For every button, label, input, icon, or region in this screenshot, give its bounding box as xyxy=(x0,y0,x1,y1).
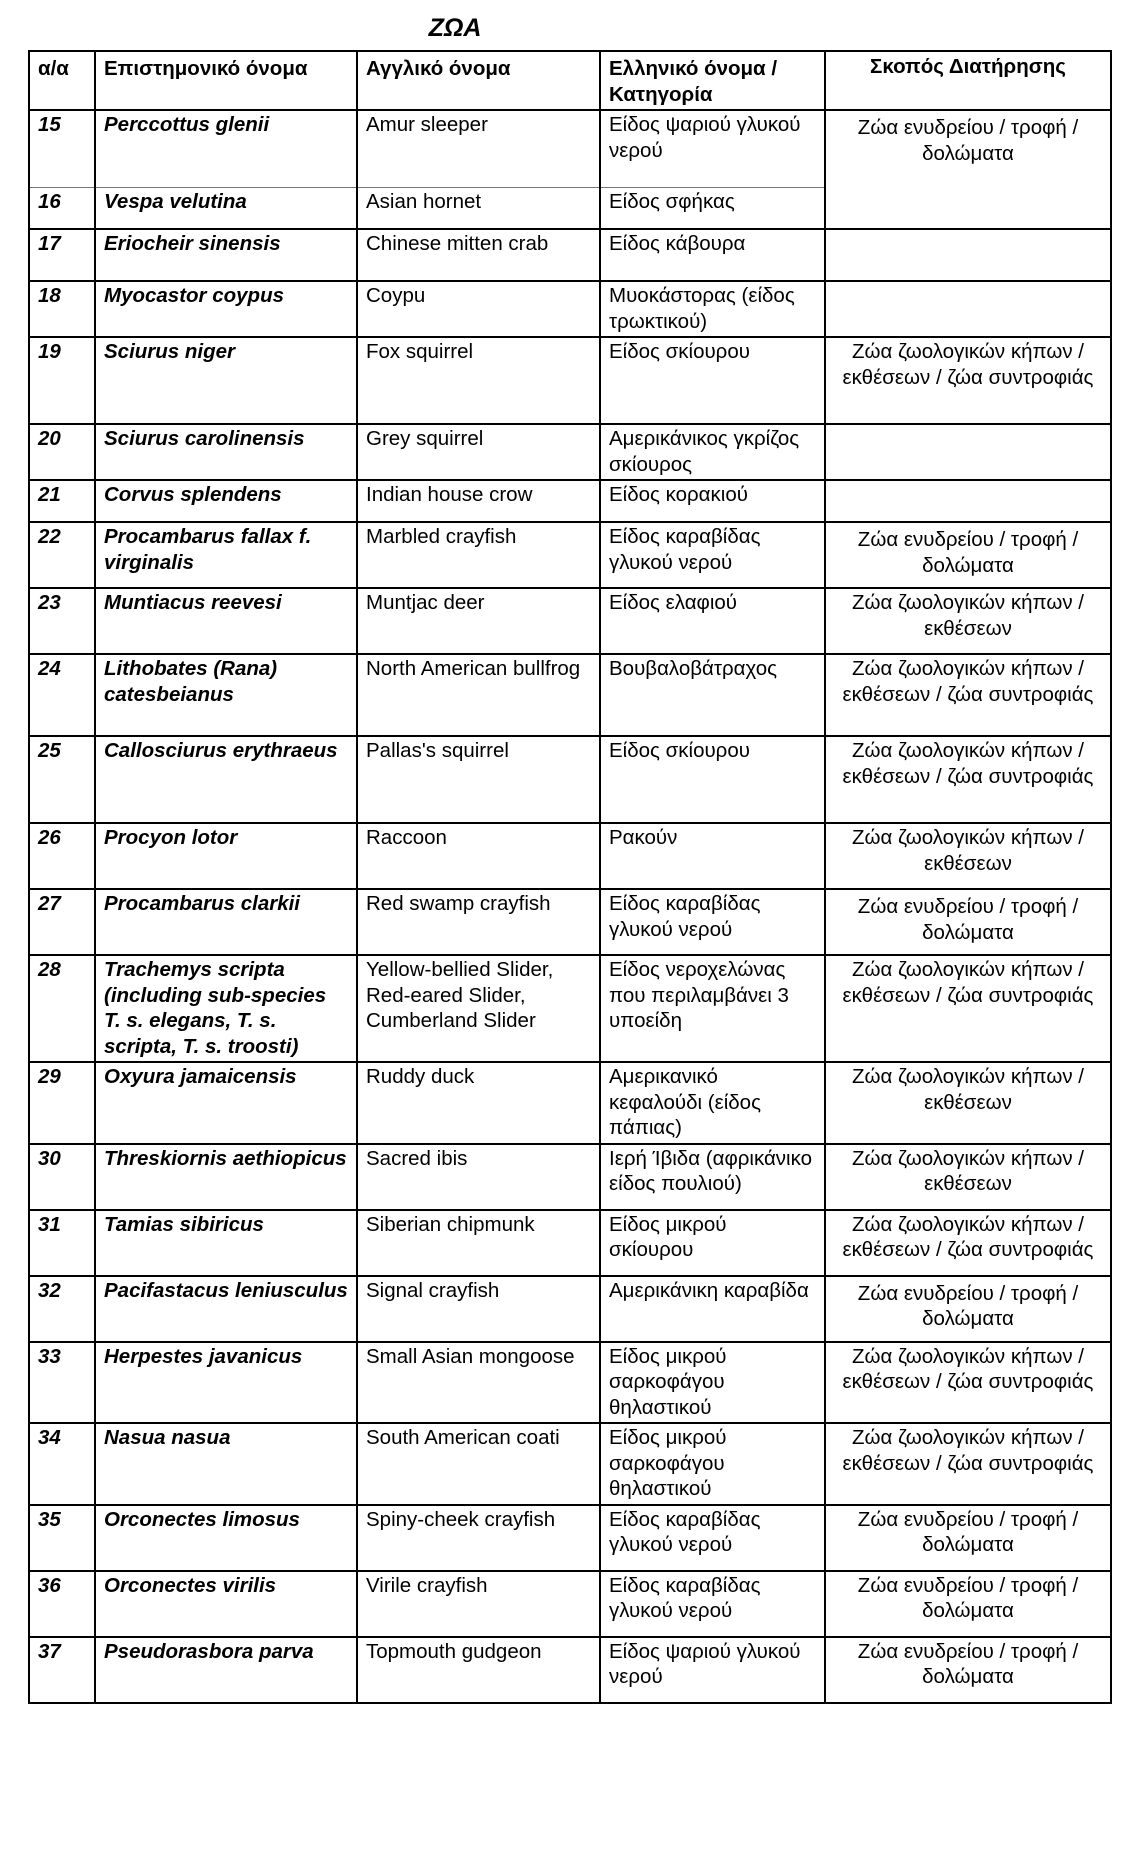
table-row xyxy=(29,424,1111,480)
greek-name: Είδος καραβίδας γλυκού νερού xyxy=(600,522,825,588)
table-row xyxy=(29,588,1111,654)
row-num: 19 xyxy=(29,337,95,424)
table-row xyxy=(29,1062,1111,1144)
table-header-row xyxy=(29,51,1111,110)
english-name: Amur sleeper xyxy=(357,110,600,187)
table-row xyxy=(29,823,1111,889)
table-row xyxy=(29,1144,1111,1210)
purpose: Ζώα ζωολογικών κήπων / εκθέσεων / ζώα συντροφιάς xyxy=(825,955,1111,1062)
greek-name: Είδος σφήκας xyxy=(600,187,825,229)
scientific-name: Vespa velutina xyxy=(95,187,357,229)
scientific-name: Trachemys scripta (including sub-species T. s. elegans, T. s. scripta, T. s. troosti) xyxy=(95,955,357,1062)
english-name: Virile crayfish xyxy=(357,1571,600,1637)
table-row xyxy=(29,889,1111,955)
purpose: Ζώα ενυδρείου / τροφή / δολώματα xyxy=(825,1571,1111,1637)
row-num: 34 xyxy=(29,1423,95,1505)
table-row xyxy=(29,654,1111,736)
scientific-name: Threskiornis aethiopicus xyxy=(95,1144,357,1210)
purpose xyxy=(825,281,1111,337)
purpose: Ζώα ζωολογικών κήπων / εκθέσεων / ζώα συντροφιάς xyxy=(825,736,1111,823)
row-num: 18 xyxy=(29,281,95,337)
header-scientific-name: Επιστημονικό όνομα xyxy=(95,51,357,110)
greek-name: Ρακούν xyxy=(600,823,825,889)
english-name: Yellow-bellied Slider, Red-eared Slider, Cumberland Slider xyxy=(357,955,600,1062)
species-table xyxy=(28,50,1112,1704)
english-name: Siberian chipmunk xyxy=(357,1210,600,1276)
scientific-name: Sciurus niger xyxy=(95,337,357,424)
table-row xyxy=(29,229,1111,281)
row-num: 36 xyxy=(29,1571,95,1637)
greek-name: Είδος ελαφιού xyxy=(600,588,825,654)
row-num: 20 xyxy=(29,424,95,480)
purpose: Ζώα ζωολογικών κήπων / εκθέσεων xyxy=(825,588,1111,654)
scientific-name: Callosciurus erythraeus xyxy=(95,736,357,823)
purpose: Ζώα ζωολογικών κήπων / εκθέσεων / ζώα συντροφιάς xyxy=(825,337,1111,424)
row-num: 27 xyxy=(29,889,95,955)
greek-name: Είδος καραβίδας γλυκού νερού xyxy=(600,889,825,955)
table-row xyxy=(29,337,1111,424)
english-name: Fox squirrel xyxy=(357,337,600,424)
page-title: ΖΩΑ xyxy=(428,14,482,42)
greek-name: Αμερικάνικος γκρίζος σκίουρος xyxy=(600,424,825,480)
row-num: 24 xyxy=(29,654,95,736)
english-name: Raccoon xyxy=(357,823,600,889)
table-row xyxy=(29,1637,1111,1703)
table-row xyxy=(29,1571,1111,1637)
purpose: Ζώα ενυδρείου / τροφή / δολώματα xyxy=(825,1505,1111,1571)
row-num: 22 xyxy=(29,522,95,588)
scientific-name: Nasua nasua xyxy=(95,1423,357,1505)
scientific-name: Tamias sibiricus xyxy=(95,1210,357,1276)
purpose: Ζώα ενυδρείου / τροφή / δολώματα xyxy=(825,522,1111,588)
scientific-name: Pseudorasbora parva xyxy=(95,1637,357,1703)
purpose: Ζώα ζωολογικών κήπων / εκθέσεων xyxy=(825,1144,1111,1210)
row-num: 31 xyxy=(29,1210,95,1276)
scientific-name: Perccottus glenii xyxy=(95,110,357,187)
purpose: Ζώα ζωολογικών κήπων / εκθέσεων / ζώα συντροφιάς xyxy=(825,1210,1111,1276)
greek-name: Είδος σκίουρου xyxy=(600,337,825,424)
english-name: Small Asian mongoose xyxy=(357,1342,600,1424)
greek-name: Ιερή Ίβιδα (αφρικάνικο είδος πουλιού) xyxy=(600,1144,825,1210)
table-row xyxy=(29,955,1111,1062)
purpose: Ζώα ζωολογικών κήπων / εκθέσεων / ζώα συντροφιάς xyxy=(825,1342,1111,1424)
scientific-name: Procambarus fallax f. virginalis xyxy=(95,522,357,588)
greek-name: Είδος νεροχελώνας που περιλαμβάνει 3 υποείδη xyxy=(600,955,825,1062)
english-name: Spiny-cheek crayfish xyxy=(357,1505,600,1571)
scientific-name: Oxyura jamaicensis xyxy=(95,1062,357,1144)
purpose: Ζώα ζωολογικών κήπων / εκθέσεων / ζώα συντροφιάς xyxy=(825,1423,1111,1505)
greek-name: Είδος καραβίδας γλυκού νερού xyxy=(600,1571,825,1637)
row-num: 33 xyxy=(29,1342,95,1424)
greek-name: Μυοκάστορας (είδος τρωκτικού) xyxy=(600,281,825,337)
english-name: South American coati xyxy=(357,1423,600,1505)
table-row xyxy=(29,1505,1111,1571)
row-num: 15 xyxy=(29,110,95,187)
scientific-name: Myocastor coypus xyxy=(95,281,357,337)
english-name: Red swamp crayfish xyxy=(357,889,600,955)
greek-name: Είδος κάβουρα xyxy=(600,229,825,281)
purpose: Ζώα ενυδρείου / τροφή / δολώματα xyxy=(825,110,1111,229)
table-row xyxy=(29,736,1111,823)
english-name: Coypu xyxy=(357,281,600,337)
scientific-name: Eriocheir sinensis xyxy=(95,229,357,281)
row-num: 28 xyxy=(29,955,95,1062)
scientific-name: Muntiacus reevesi xyxy=(95,588,357,654)
scientific-name: Orconectes limosus xyxy=(95,1505,357,1571)
row-num: 32 xyxy=(29,1276,95,1342)
greek-name: Αμερικανικό κεφαλούδι (είδος πάπιας) xyxy=(600,1062,825,1144)
scientific-name: Lithobates (Rana) catesbeianus xyxy=(95,654,357,736)
row-num: 35 xyxy=(29,1505,95,1571)
english-name: Chinese mitten crab xyxy=(357,229,600,281)
table-row xyxy=(29,1342,1111,1424)
row-num: 37 xyxy=(29,1637,95,1703)
table-row xyxy=(29,1210,1111,1276)
scientific-name: Corvus splendens xyxy=(95,480,357,522)
table-row xyxy=(29,281,1111,337)
purpose xyxy=(825,480,1111,522)
table-body xyxy=(29,110,1111,1703)
header-num: α/α xyxy=(29,51,95,110)
greek-name: Είδος μικρού σκίουρου xyxy=(600,1210,825,1276)
scientific-name: Herpestes javanicus xyxy=(95,1342,357,1424)
row-num: 26 xyxy=(29,823,95,889)
scientific-name: Pacifastacus leniusculus xyxy=(95,1276,357,1342)
english-name: Sacred ibis xyxy=(357,1144,600,1210)
row-num: 16 xyxy=(29,187,95,229)
greek-name: Αμερικάνικη καραβίδα xyxy=(600,1276,825,1342)
purpose xyxy=(825,229,1111,281)
purpose: Ζώα ζωολογικών κήπων / εκθέσεων / ζώα συντροφιάς xyxy=(825,654,1111,736)
greek-name: Είδος ψαριού γλυκού νερού xyxy=(600,1637,825,1703)
greek-name: Βουβαλοβάτραχος xyxy=(600,654,825,736)
greek-name: Είδος ψαριού γλυκού νερού xyxy=(600,110,825,187)
english-name: Marbled crayfish xyxy=(357,522,600,588)
english-name: Ruddy duck xyxy=(357,1062,600,1144)
table-row xyxy=(29,110,1111,187)
table-row xyxy=(29,522,1111,588)
scientific-name: Procambarus clarkii xyxy=(95,889,357,955)
row-num: 17 xyxy=(29,229,95,281)
table-row xyxy=(29,1423,1111,1505)
purpose xyxy=(825,424,1111,480)
row-num: 29 xyxy=(29,1062,95,1144)
greek-name: Είδος καραβίδας γλυκού νερού xyxy=(600,1505,825,1571)
english-name: Pallas's squirrel xyxy=(357,736,600,823)
purpose: Ζώα ζωολογικών κήπων / εκθέσεων xyxy=(825,823,1111,889)
english-name: Indian house crow xyxy=(357,480,600,522)
english-name: Topmouth gudgeon xyxy=(357,1637,600,1703)
greek-name: Είδος σκίουρου xyxy=(600,736,825,823)
purpose: Ζώα ενυδρείου / τροφή / δολώματα xyxy=(825,1637,1111,1703)
table-row xyxy=(29,480,1111,522)
row-num: 30 xyxy=(29,1144,95,1210)
english-name: Signal crayfish xyxy=(357,1276,600,1342)
scientific-name: Procyon lotor xyxy=(95,823,357,889)
greek-name: Είδος μικρού σαρκοφάγου θηλαστικού xyxy=(600,1423,825,1505)
greek-name: Είδος μικρού σαρκοφάγου θηλαστικού xyxy=(600,1342,825,1424)
purpose: Ζώα ενυδρείου / τροφή / δολώματα xyxy=(825,889,1111,955)
greek-name: Είδος κορακιού xyxy=(600,480,825,522)
purpose: Ζώα ενυδρείου / τροφή / δολώματα xyxy=(825,1276,1111,1342)
table-row xyxy=(29,1276,1111,1342)
row-num: 21 xyxy=(29,480,95,522)
row-num: 23 xyxy=(29,588,95,654)
header-purpose: Σκοπός Διατήρησης xyxy=(825,51,1111,110)
english-name: North American bullfrog xyxy=(357,654,600,736)
row-num: 25 xyxy=(29,736,95,823)
purpose: Ζώα ζωολογικών κήπων / εκθέσεων xyxy=(825,1062,1111,1144)
english-name: Muntjac deer xyxy=(357,588,600,654)
header-english-name: Αγγλικό όνομα xyxy=(357,51,600,110)
english-name: Grey squirrel xyxy=(357,424,600,480)
scientific-name: Orconectes virilis xyxy=(95,1571,357,1637)
scientific-name: Sciurus carolinensis xyxy=(95,424,357,480)
english-name: Asian hornet xyxy=(357,187,600,229)
header-greek-name: Ελληνικό όνομα / Κατηγορία xyxy=(600,51,825,110)
